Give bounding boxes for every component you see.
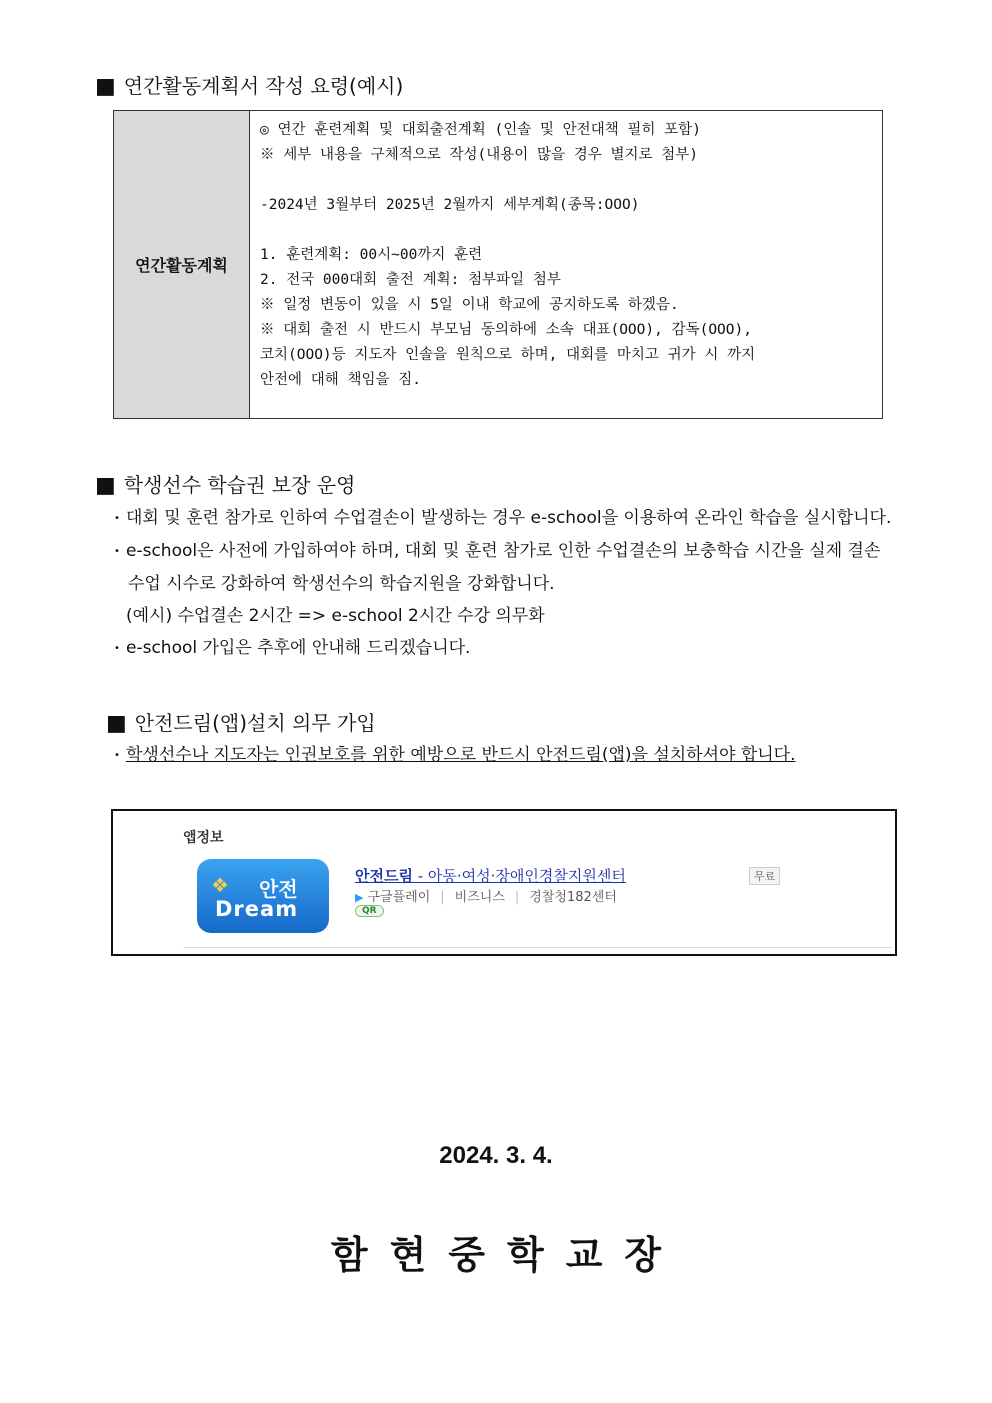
bullet-icon: •	[114, 750, 120, 761]
divider	[183, 947, 891, 948]
safety-app-heading: ■ 안전드림(앱)설치 의무 가입	[106, 711, 376, 736]
plan-line: -2024년 3월부터 2025년 2월까지 세부계획(종목:OOO)	[260, 197, 640, 213]
heading-square-icon: ■	[106, 711, 127, 736]
plan-line: ※ 일정 변동이 있을 시 5일 이내 학교에 공지하도록 하겠음.	[260, 297, 679, 313]
safety-app-list	[114, 739, 796, 772]
category: 비즈니스	[454, 890, 505, 905]
developer: 경찰청182센터	[529, 890, 617, 905]
plan-label-cell: 연간활동계획	[114, 111, 250, 418]
document-date: 2024. 3. 4.	[439, 1142, 553, 1169]
app-title-link[interactable]: 안전드림 - 아동·여성·장애인경찰지원센터	[355, 867, 626, 885]
annual-plan-heading: ■ 연간활동계획서 작성 요령(예시)	[95, 74, 404, 99]
bullet-icon: •	[114, 546, 120, 557]
heading-square-icon: ■	[95, 74, 116, 99]
list-item: • 학생선수나 지도자는 인권보호를 위한 예방으로 반드시 안전드림(앱)을 설치하셔야 합니다.	[114, 739, 796, 772]
police-emblem-icon: ❖	[211, 873, 229, 897]
app-icon[interactable]	[197, 859, 329, 933]
learning-rights-list	[114, 502, 891, 665]
app-icon-text-bottom: Dream	[215, 897, 299, 921]
plan-line	[260, 218, 882, 243]
plan-line: ※ 세부 내용을 구체적으로 작성(내용이 많을 경우 별지로 첨부)	[260, 147, 698, 163]
bullet-icon: •	[114, 643, 120, 654]
plan-line: 2. 전국 000대회 출전 계획: 첨부파일 첨부	[260, 272, 561, 288]
plan-content-cell	[250, 111, 882, 418]
plan-line: 1. 훈련계획: 00시~00까지 훈련	[260, 247, 483, 263]
app-info-header: 앱정보	[183, 830, 224, 846]
plan-line	[260, 168, 882, 193]
play-store-icon: ▶	[355, 891, 364, 904]
free-badge: 무료	[749, 867, 780, 885]
heading-square-icon: ■	[95, 473, 116, 498]
annual-plan-table	[113, 110, 883, 419]
app-icon-text-top: 안전	[259, 877, 298, 901]
bullet-icon: •	[114, 513, 120, 524]
qr-button[interactable]: QR	[355, 905, 384, 917]
plan-line: 안전에 대해 책임을 짐.	[260, 372, 421, 388]
plan-line: ◎ 연간 훈련계획 및 대회출전계획 (인솔 및 안전대책 필히 포함)	[260, 122, 701, 138]
list-item: • 대회 및 훈련 참가로 인하여 수업결손이 발생하는 경우 e-school을 이용하여 온라인 학습을 실시합니다.	[114, 502, 891, 535]
app-meta: ▶ 구글플레이 | 비즈니스 | 경찰청182센터	[355, 890, 617, 905]
list-item: • e-school 가입은 추후에 안내해 드리겠습니다.	[114, 632, 891, 665]
list-item: • e-school은 사전에 가입하여야 하며, 대회 및 훈련 참가로 인한 수업결손의 보충학습 시간을 실제 결손	[114, 535, 891, 568]
example-line: (예시) 수업결손 2시간 => e-school 2시간 수강 의무화	[126, 606, 545, 626]
list-item-continuation: 수업 시수로 강화하여 학생선수의 학습지원을 강화합니다.	[128, 574, 555, 594]
plan-line: 코치(OOO)등 지도자 인솔을 원칙으로 하며, 대회를 마치고 귀가 시 까지	[260, 347, 756, 363]
signature: 함현중학교장	[330, 1233, 684, 1277]
store-link[interactable]: 구글플레이	[367, 890, 431, 905]
plan-line: ※ 대회 출전 시 반드시 부모님 동의하에 소속 대표(OOO), 감독(OOO),	[260, 322, 752, 338]
learning-rights-heading: ■ 학생선수 학습권 보장 운영	[95, 473, 356, 498]
app-info-box	[111, 809, 897, 956]
